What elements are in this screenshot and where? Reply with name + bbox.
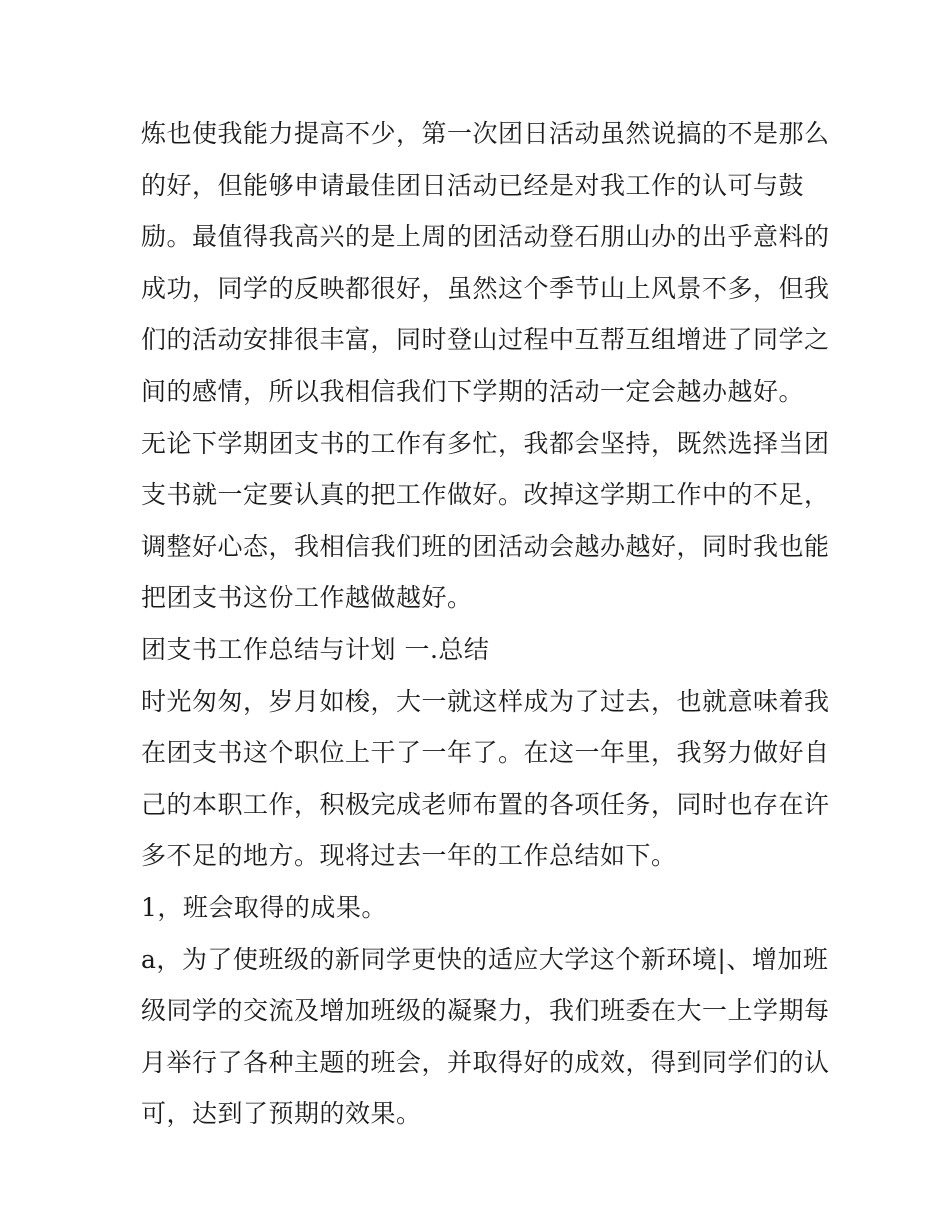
text-line: 己的本职工作，积极完成老师布置的各项任务，同时也存在许 bbox=[141, 789, 830, 819]
list-heading: 1，班会取得的成果。 bbox=[141, 892, 387, 922]
text-line: 炼也使我能力提高不少，第一次团日活动虽然说搞的不是那么 bbox=[141, 119, 830, 148]
text-line: 支书就一定要认真的把工作做好。改掉这学期工作中的不足， bbox=[141, 480, 830, 510]
text-line: 成功，同学的反映都很好，虽然这个季节山上风景不多，但我 bbox=[141, 273, 830, 303]
document-body bbox=[141, 108, 830, 1140]
text-line: 级同学的交流及增加班级的凝聚力，我们班委在大一上学期每 bbox=[141, 996, 830, 1026]
text-line: 的好，但能够申请最佳团日活动已经是对我工作的认可与鼓 bbox=[141, 170, 805, 200]
text-line: 在团支书这个职位上干了一年了。在这一年里，我努力做好自 bbox=[141, 738, 830, 768]
text-line: 调整好心态，我相信我们班的团活动会越办越好，同时我也能 bbox=[141, 531, 830, 561]
text-line: a，为了使班级的新同学更快的适应大学这个新环境|、增加班 bbox=[141, 944, 829, 974]
text-line: 可，达到了预期的效果。 bbox=[141, 1099, 422, 1129]
text-line: 把团支书这份工作越做越好。 bbox=[141, 583, 473, 613]
text-line: 间的感情，所以我相信我们下学期的活动一定会越办越好。 bbox=[141, 376, 805, 406]
text-line: 们的活动安排很丰富，同时登山过程中互帮互组增进了同学之 bbox=[141, 325, 830, 355]
text-line: 时光匆匆，岁月如梭，大一就这样成为了过去，也就意味着我 bbox=[141, 686, 830, 716]
section-heading: 团支书工作总结与计划 一.总结 bbox=[141, 634, 490, 664]
text-line: 多不足的地方。现将过去一年的工作总结如下。 bbox=[141, 841, 677, 871]
text-line: 励。最值得我高兴的是上周的团活动登石朋山办的出乎意料的 bbox=[141, 222, 830, 252]
text-line: 无论下学期团支书的工作有多忙，我都会坚持，既然选择当团 bbox=[141, 428, 830, 458]
text-line: 月举行了各种主题的班会，并取得好的成效，得到同学们的认 bbox=[141, 1047, 830, 1077]
